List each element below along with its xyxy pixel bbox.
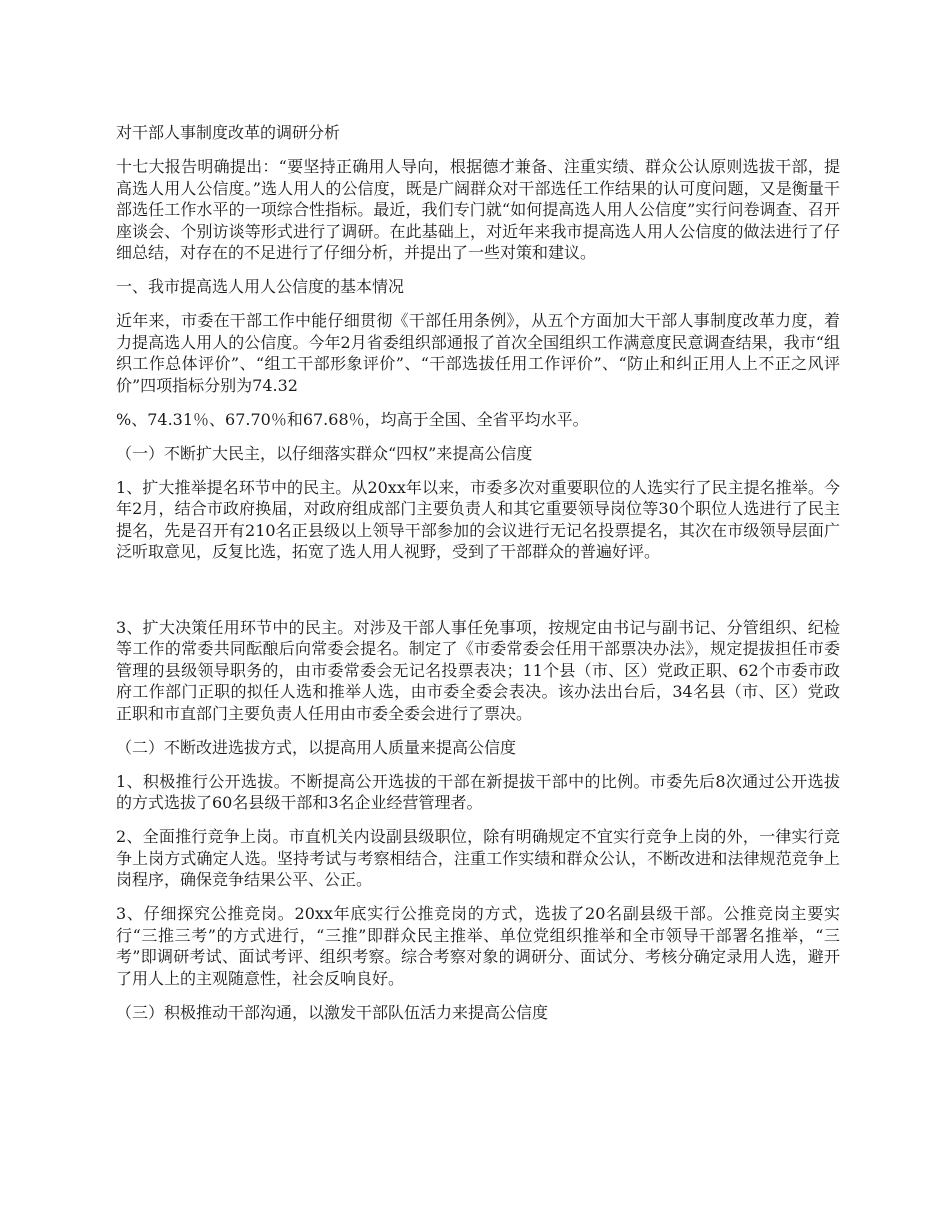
item-1-3-paragraph: 3、扩大决策任用环节中的民主。对涉及干部人事任免事项，按规定由书记与副书记、分管组织、纪检等工作的常委共同酝酿后向常委会提名。制定了《市委常委会任用干部票决办法》，规定提拔担任市委管理的县级领导职务的，由市委常委会无记名投票表决；11个县（市、区）党政正职、62个市委市政府工作部门正职的拟任人选和推举人选，由市委全委会表决。该办法出台后，34名县（市、区）党政正职和市直部门主要负责人任用由市委全委会进行了票决。	[116, 617, 840, 723]
subsection-heading-2: （二）不断改进选拔方式，以提高用人质量来提高公信度	[116, 737, 517, 757]
item-1-1-paragraph: 1、扩大推举提名环节中的民主。从20xx年以来，市委多次对重要职位的人选实行了民主提名推举。今年2月，结合市政府换届，对政府组成部门主要负责人和其它重要领导岗位等30个职位人选进行了民主提名，先是召开有210名正县级以上领导干部参加的会议进行无记名投票提名，其次在市级领导层面广泛听取意见，反复比选，拓宽了选人用人视野，受到了干部群众的普遍好评。	[116, 477, 840, 561]
item-2-3-paragraph: 3、仔细探究公推竞岗。20xx年底实行公推竞岗的方式，选拔了20名副县级干部。公推竞岗主要实行“三推三考”的方式进行，“三推”即群众民主推举、单位党组织推举和全市领导干部署名推举，“三考”即调研考试、面试考评、组织考察。综合考察对象的调研分、面试分、考核分确定录用人选，避开了用人上的主观随意性，社会反响良好。	[116, 904, 840, 988]
section-1-paragraph: 近年来，市委在干部工作中能仔细贯彻《干部任用条例》，从五个方面加大干部人事制度改革力度，着力提高选人用人的公信度。今年2月省委组织部通报了首次全国组织工作满意度民意调查结果，我市“组织工作总体评价”、“组工干部形象评价”、“干部选拔任用工作评价”、“防止和纠正用人上不正之风评价”四项指标分别为74.32	[116, 311, 840, 395]
subsection-heading-1: （一）不断扩大民主，以仔细落实群众“四权”来提高公信度	[116, 443, 533, 463]
section-heading-1: 一、我市提高选人用人公信度的基本情况	[116, 277, 405, 296]
document-title: 对干部人事制度改革的调研分析	[116, 123, 341, 142]
subsection-heading-3: （三）积极推动干部沟通，以激发干部队伍活力来提高公信度	[116, 1002, 549, 1022]
intro-paragraph: 十七大报告明确提出：“要坚持正确用人导向，根据德才兼备、注重实绩、群众公认原则选拔干部，提高选人用人公信度。”选人用人的公信度，既是广阔群众对干部选任工作结果的认可度问题，又是衡量干部选任工作水平的一项综合性指标。最近，我们专门就“如何提高选人用人公信度”实行问卷调查、召开座谈会、个别访谈等形式进行了调研。在此基础上，对近年来我市提高选人用人公信度的做法进行了仔细总结，对存在的不足进行了仔细分析，并提出了一些对策和建议。	[116, 157, 840, 262]
section-1-percentages: %、74.31％、67.70％和67.68％，均高于全国、全省平均水平。	[116, 409, 589, 429]
item-2-1-paragraph: 1、积极推行公开选拔。不断提高公开选拔的干部在新提拔干部中的比例。市委先后8次通过公开选拔的方式选拔了60名县级干部和3名企业经营管理者。	[116, 771, 840, 812]
document-page	[116, 122, 840, 1036]
item-2-2-paragraph: 2、全面推行竞争上岗。市直机关内设副县级职位，除有明确规定不宜实行竞争上岗的外，一律实行竞争上岗方式确定人选。坚持考试与考察相结合，注重工作实绩和群众公认，不断改进和法律规范竞争上岗程序，确保竞争结果公平、公正。	[116, 827, 840, 889]
